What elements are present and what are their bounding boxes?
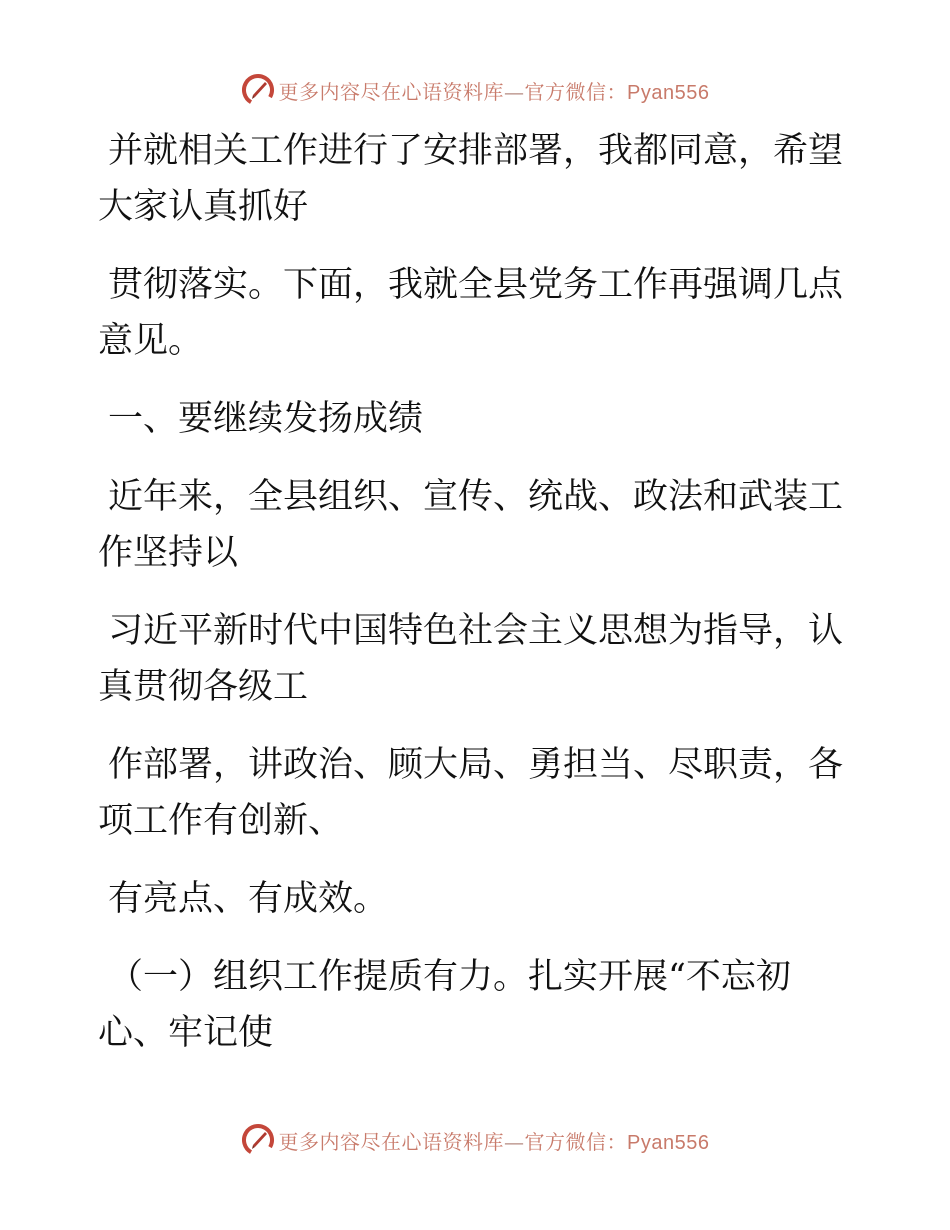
paragraph-line: 心、牢记使 (98, 1013, 274, 1053)
paragraph-line: 大家认真抓好 (98, 187, 309, 227)
paragraph (98, 123, 844, 235)
paragraph-line: 近年来，全县组织、宣传、统战、政法和武装工 (108, 477, 844, 517)
paragraph-line: 并就相关工作进行了安排部署，我都同意，希望 (108, 131, 844, 171)
watermark-main-text: 更多内容尽在心语资料库 (278, 1129, 505, 1154)
paragraph-line: 作坚持以 (98, 533, 239, 573)
paragraph (98, 257, 844, 369)
watermark-wechat-id: Pyan556 (627, 81, 710, 104)
paragraph-line: 项工作有创新、 (98, 801, 344, 841)
footer-watermark (0, 1118, 950, 1162)
paragraph (98, 603, 844, 715)
section-heading (98, 391, 838, 447)
paragraph-line: 贯彻落实。下面，我就全县党务工作再强调几点 (108, 265, 844, 305)
paragraph (98, 737, 844, 849)
watermark-wechat-id: Pyan556 (627, 1131, 710, 1154)
paragraph-line: 一、要继续发扬成绩 (108, 399, 424, 439)
header-watermark (0, 68, 950, 112)
logo-icon (241, 1123, 275, 1157)
document-body (98, 123, 844, 1083)
logo-icon (241, 73, 275, 107)
paragraph-line: 真贯彻各级工 (98, 667, 309, 707)
watermark-main-text: 更多内容尽在心语资料库 (278, 79, 505, 104)
paragraph-line: 有亮点、有成效。 (108, 879, 389, 919)
paragraph (98, 949, 838, 1061)
watermark-dash: — (504, 79, 525, 104)
paragraph-line: 作部署，讲政治、顾大局、勇担当、尽职责，各 (108, 745, 844, 785)
paragraph (98, 871, 838, 927)
paragraph-line: （一）组织工作提质有力。扎实开展“不忘初 (108, 957, 791, 997)
watermark-text (279, 1126, 710, 1155)
paragraph (98, 469, 844, 581)
watermark-wechat-label: 官方微信： (524, 1129, 628, 1154)
paragraph-line: 意见。 (98, 321, 204, 361)
watermark-text (279, 76, 710, 105)
watermark-dash: — (504, 1129, 525, 1154)
watermark-wechat-label: 官方微信： (524, 79, 628, 104)
paragraph-line: 习近平新时代中国特色社会主义思想为指导，认 (108, 611, 844, 651)
